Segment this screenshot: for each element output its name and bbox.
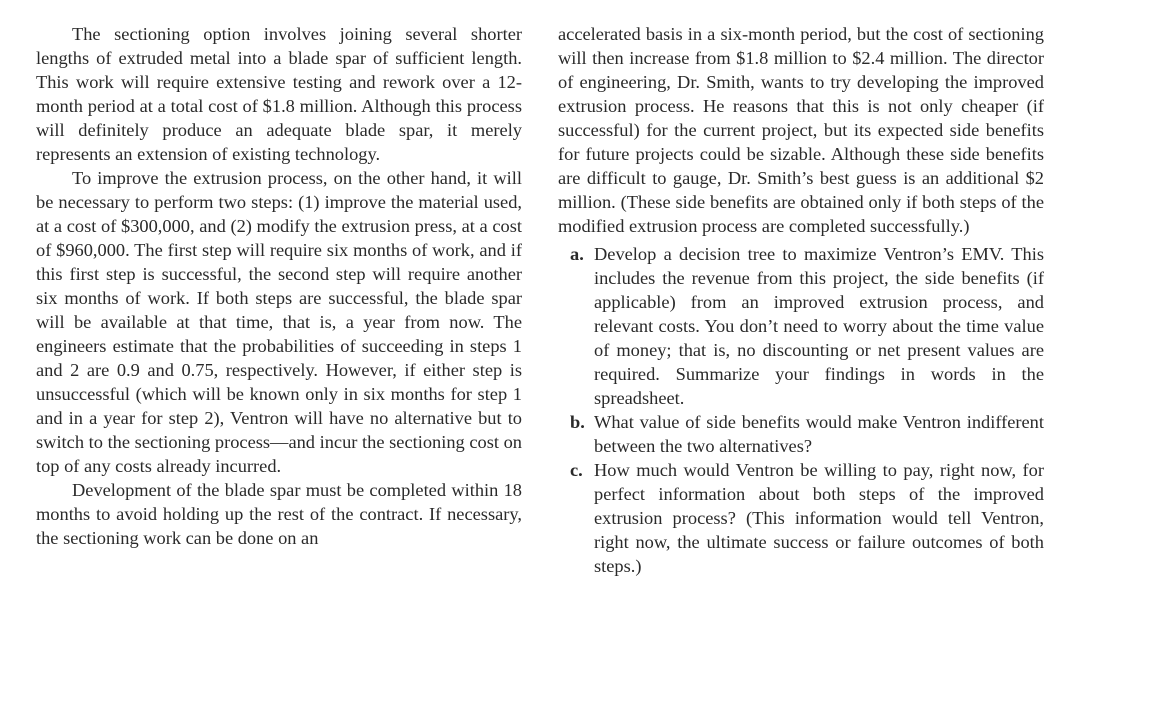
question-text: How much would Ventron be willing to pay, right now, for perfect information about both steps of the improved extrusion process? (This information would tell Ventron, right now, the ultimate success or failure outcomes of both steps.) xyxy=(594,460,1044,576)
paragraph-continuation: accelerated basis in a six-month period, but the cost of sectioning will then increase from $1.8 million to $2.4 million. The director of engineering, Dr. Smith, wants to try developing the improved extrusion process. He reasons that this is not only cheaper (if successful) for the current project, but its expected side benefits for future projects could be sizable. Although these side benefits are difficult to gauge, Dr. Smith’s best guess is an additional $2 million. (These side benefits are obtained only if both steps of the modified extrusion process are completed successfully.) xyxy=(558,24,1044,236)
question-letter: b. xyxy=(570,412,585,432)
right-column xyxy=(558,22,1044,578)
paragraph-sectioning-option: The sectioning option involves joining several shorter lengths of extruded metal into a blade spar of sufficient length. This work will require extensive testing and rework over a 12-month period at a total cost of $1.8 million. Although this process will definitely produce an adequate blade spar, it merely represents an extension of existing technology. xyxy=(36,24,522,164)
question-a xyxy=(558,242,1044,410)
question-letter: a. xyxy=(570,244,584,264)
paragraph-extrusion-process: To improve the extrusion process, on the other hand, it will be necessary to perform two steps: (1) improve the material used, at a cost of $300,000, and (2) modify the extrusion press, at a cost of $960,000. The first step will require six months of work, and if this first step is successful, the second step will require another six months of work. If both steps are successful, the blade spar will be available at that time, that is, a year from now. The engineers estimate that the probabilities of succeeding in steps 1 and 2 are 0.9 and 0.75, respectively. However, if either step is unsuccessful (which will be known only in six months for step 1 and in a year for step 2), Ventron will have no alternative but to switch to the sectioning process—and incur the sectioning cost on top of any costs already incurred. xyxy=(36,168,522,476)
question-c xyxy=(558,458,1044,578)
question-b xyxy=(558,410,1044,458)
question-letter: c. xyxy=(570,460,583,480)
question-text: Develop a decision tree to maximize Ventron’s EMV. This includes the revenue from this project, the side benefits (if applicable) from an improved extrusion process, and relevant costs. You don’t need to worry about the time value of money; that is, no discounting or net present values are required. Summarize your findings in words in the spreadsheet. xyxy=(594,244,1044,408)
question-text: What value of side benefits would make Ventron indifferent between the two alternatives? xyxy=(594,412,1044,456)
question-list xyxy=(558,242,1044,578)
left-column xyxy=(36,22,522,550)
paragraph-development-deadline: Development of the blade spar must be completed within 18 months to avoid holding up the rest of the contract. If necessary, the sectioning work can be done on an xyxy=(36,480,522,548)
